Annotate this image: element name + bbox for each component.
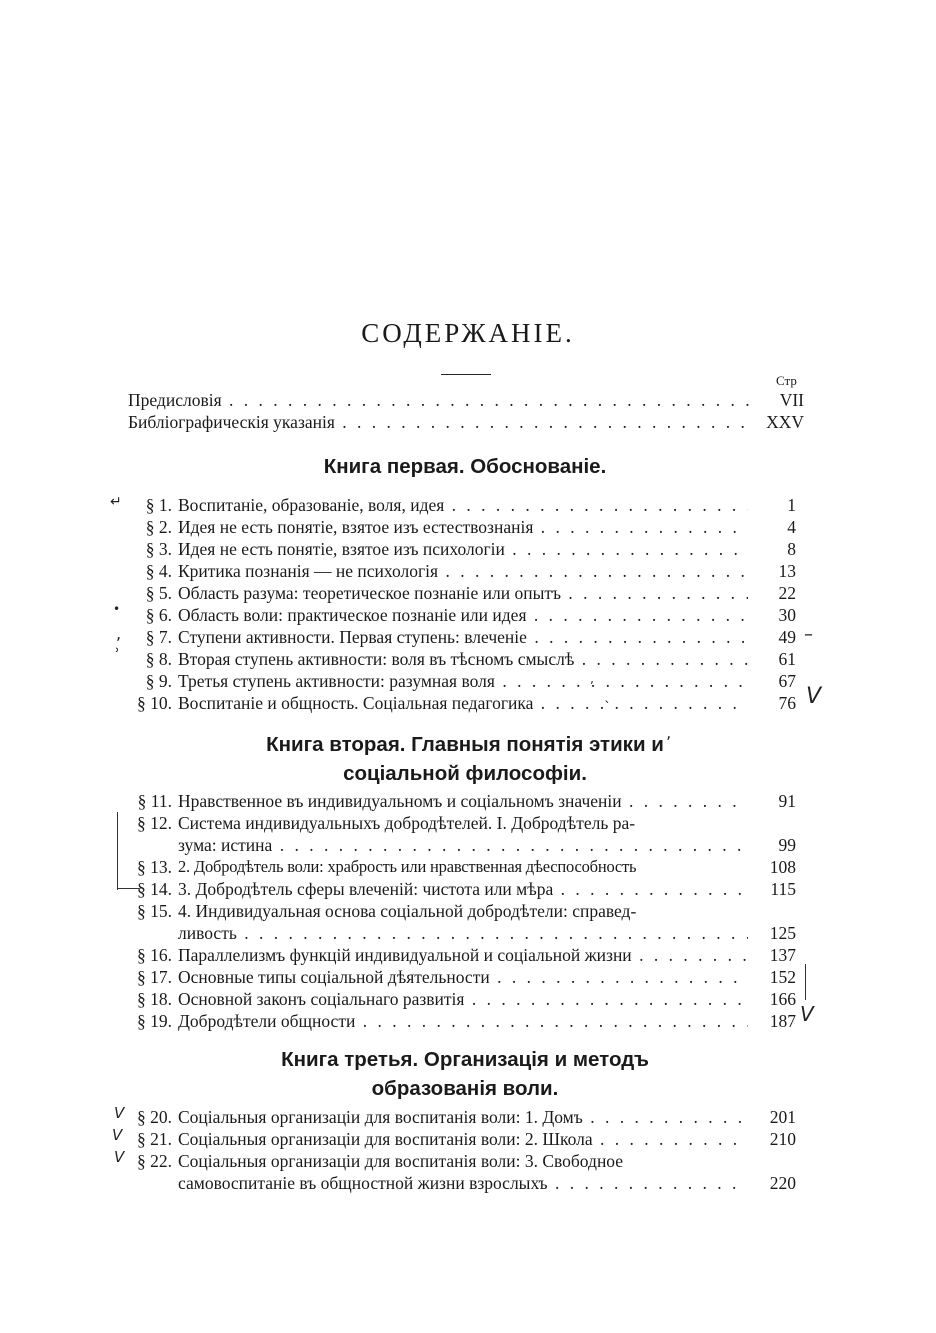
toc-row	[122, 670, 796, 692]
toc-row	[122, 626, 796, 648]
toc-page-number: 166	[748, 988, 796, 1010]
book-heading: Книга первая. Обоснованіе.	[323, 455, 607, 478]
toc-entry-text: Нравственное въ индивидуальномъ и соціальномъ значеніи . . .	[178, 790, 748, 812]
section-number: § 1.	[145, 495, 172, 515]
page-title: СОДЕРЖАНІЕ.	[361, 318, 575, 348]
toc-entry-text: Третья ступень активности: разумная воля . . .	[178, 670, 748, 692]
margin-comma-icon: ,	[116, 624, 122, 643]
toc-row	[122, 538, 796, 560]
toc-row	[122, 878, 796, 900]
section-number: § 4.	[145, 561, 172, 581]
toc-row	[122, 944, 796, 966]
toc-front-row	[128, 411, 804, 433]
toc-page-number: 220	[748, 1172, 796, 1194]
toc-page-number: 152	[748, 966, 796, 988]
section-number: § 5.	[145, 583, 172, 603]
section-number: § 10.	[137, 693, 172, 713]
toc-entry-text: 2. Добродѣтель воли: храбрость или нравственная дѣеспособность	[178, 857, 637, 876]
toc-page-number: 22	[748, 582, 796, 604]
toc-row	[122, 604, 796, 626]
toc-page-number: 115	[748, 878, 796, 900]
toc-row	[122, 516, 796, 538]
toc-entry-text: Ступени активности. Первая ступень: влеченіе . . .	[178, 626, 748, 648]
page-column-label: Стр	[776, 373, 797, 388]
toc-page-number: 30	[748, 604, 796, 626]
toc-page-number: 99	[748, 834, 796, 856]
toc-row	[122, 1010, 796, 1032]
section-number: § 19.	[137, 1011, 172, 1031]
toc-entry-text: Параллелизмъ функцій индивидуальной и соціальной жизни . . .	[178, 944, 748, 966]
section-number: § 3.	[145, 539, 172, 559]
toc-entry-text: Вторая ступень активности: воля въ тѣсномъ смыслѣ . . .	[178, 648, 748, 670]
margin-tick-icon: ʼ	[666, 733, 672, 752]
toc-entry-text: зума: истина . . .	[178, 834, 748, 856]
toc-page-number: 13	[748, 560, 796, 582]
toc-entry-text: ливость . . .	[178, 922, 748, 944]
margin-dash-icon: –	[804, 624, 813, 645]
toc-entry-text: Соціальныя организаціи для воспитанія воли: 1. Домъ . . .	[178, 1106, 748, 1128]
toc-page-number: 61	[748, 648, 796, 670]
toc-entry-text: Добродѣтели общности . . .	[178, 1010, 748, 1032]
toc-page-number: 91	[748, 790, 796, 812]
toc-entry-text: Идея не есть понятіе, взятое изъ естествознанія . . .	[178, 516, 748, 538]
section-number: § 11.	[137, 791, 172, 811]
toc-entry-text: Идея не есть понятіе, взятое изъ психологіи . . .	[178, 538, 748, 560]
toc-entry-text: Критика познанія — не психологія . . .	[178, 560, 748, 582]
toc-page-number: 8	[748, 538, 796, 560]
section-number: § 7.	[145, 627, 172, 647]
toc-page-number: 1	[748, 494, 796, 516]
toc-entry-text: 3. Добродѣтель сферы влеченій: чистота или мѣра . . .	[178, 878, 748, 900]
section-number: § 6.	[145, 605, 172, 625]
toc-row	[122, 494, 796, 516]
toc-page-number: 210	[748, 1128, 796, 1150]
toc-page-number: VII	[756, 389, 804, 411]
margin-check-icon: V	[112, 1126, 123, 1144]
toc-row	[122, 648, 796, 670]
toc-entry-text: Предисловія . . .	[128, 389, 756, 411]
toc-row	[122, 582, 796, 604]
margin-bracket	[117, 812, 118, 890]
toc-page-number: 49	[748, 626, 796, 648]
section-number: § 12.	[137, 813, 172, 833]
pen-tick-icon: ʼ	[590, 679, 594, 693]
book-heading: Книга третья. Организація и методъ образованія воли.	[281, 1048, 649, 1100]
toc-row	[122, 900, 796, 922]
margin-dot-icon: •	[113, 602, 121, 616]
toc-row	[122, 1128, 796, 1150]
toc-page-number: XXV	[756, 411, 804, 433]
toc-entry-text: Система индивидуальныхъ добродѣтелей. I. Добродѣтель ра-	[178, 813, 636, 833]
section-number: § 22.	[137, 1151, 172, 1171]
toc-entry-text: 4. Индивидуальная основа соціальной добродѣтели: справед-	[178, 901, 637, 921]
margin-check-icon: V	[114, 1104, 125, 1122]
section-number: § 2.	[145, 517, 172, 537]
toc-front-row	[128, 389, 804, 411]
toc-entry-text: Область разума: теоретическое познаніе или опытъ . . .	[178, 582, 748, 604]
section-number: § 13.	[137, 857, 172, 877]
toc-entry-text: Библіографическія указанія . . .	[128, 411, 756, 433]
pen-accent-icon: ˋ	[604, 700, 611, 716]
toc-row	[122, 856, 796, 878]
toc-row	[122, 812, 796, 834]
margin-check-icon: V	[800, 1002, 814, 1026]
toc-page-number: 76	[748, 692, 796, 714]
margin-quote-icon: ʾ	[115, 645, 120, 664]
title-divider	[441, 374, 491, 375]
toc-entry-text: Воспитаніе, образованіе, воля, идея . . .	[178, 494, 748, 516]
margin-arrow-icon: ↵	[110, 494, 122, 510]
toc-entry-text: Область воли: практическое познаніе или идея . . .	[178, 604, 748, 626]
margin-bracket-foot	[117, 888, 139, 889]
toc-row	[122, 922, 796, 944]
toc-row	[122, 1150, 796, 1172]
margin-bracket-right	[805, 964, 806, 1000]
toc-row	[122, 560, 796, 582]
section-number: § 18.	[137, 989, 172, 1009]
book-heading: Книга вторая. Главныя понятія этики и соціальной философіи.	[266, 733, 664, 785]
section-number: § 17.	[137, 967, 172, 987]
toc-row	[122, 988, 796, 1010]
toc-entry-text: Основные типы соціальной дѣятельности . . .	[178, 966, 748, 988]
toc-page-number: 201	[748, 1106, 796, 1128]
toc-page-number: 67	[748, 670, 796, 692]
toc-page-number: 108	[748, 856, 796, 878]
section-number: § 9.	[145, 671, 172, 691]
margin-check-icon: V	[114, 1148, 125, 1166]
toc-row	[122, 1172, 796, 1194]
toc-page-number: 187	[748, 1010, 796, 1032]
toc-row	[122, 790, 796, 812]
toc-entry-text: Соціальныя организаціи для воспитанія воли: 3. Свободное	[178, 1151, 624, 1171]
section-number: § 16.	[137, 945, 172, 965]
toc-entry-text: Воспитаніе и общность. Соціальная педагогика . . .	[178, 692, 748, 714]
toc-page-number: 4	[748, 516, 796, 538]
toc-entry-text: Соціальныя организаціи для воспитанія воли: 2. Школа . . .	[178, 1128, 748, 1150]
toc-row	[122, 692, 796, 714]
toc-row	[122, 834, 796, 856]
toc-row	[122, 1106, 796, 1128]
toc-page-number: 137	[748, 944, 796, 966]
margin-check-icon: V	[806, 684, 822, 709]
toc-row	[122, 966, 796, 988]
toc-entry-text: Основной законъ соціальнаго развитія . . .	[178, 988, 748, 1010]
toc-entry-text: самовоспитаніе въ общностной жизни взрослыхъ . . .	[178, 1172, 748, 1194]
section-number: § 14.	[137, 879, 172, 899]
section-number: § 20.	[137, 1107, 172, 1127]
toc-page-number: 125	[748, 922, 796, 944]
section-number: § 8.	[145, 649, 172, 669]
section-number: § 21.	[137, 1129, 172, 1149]
section-number: § 15.	[137, 901, 172, 921]
